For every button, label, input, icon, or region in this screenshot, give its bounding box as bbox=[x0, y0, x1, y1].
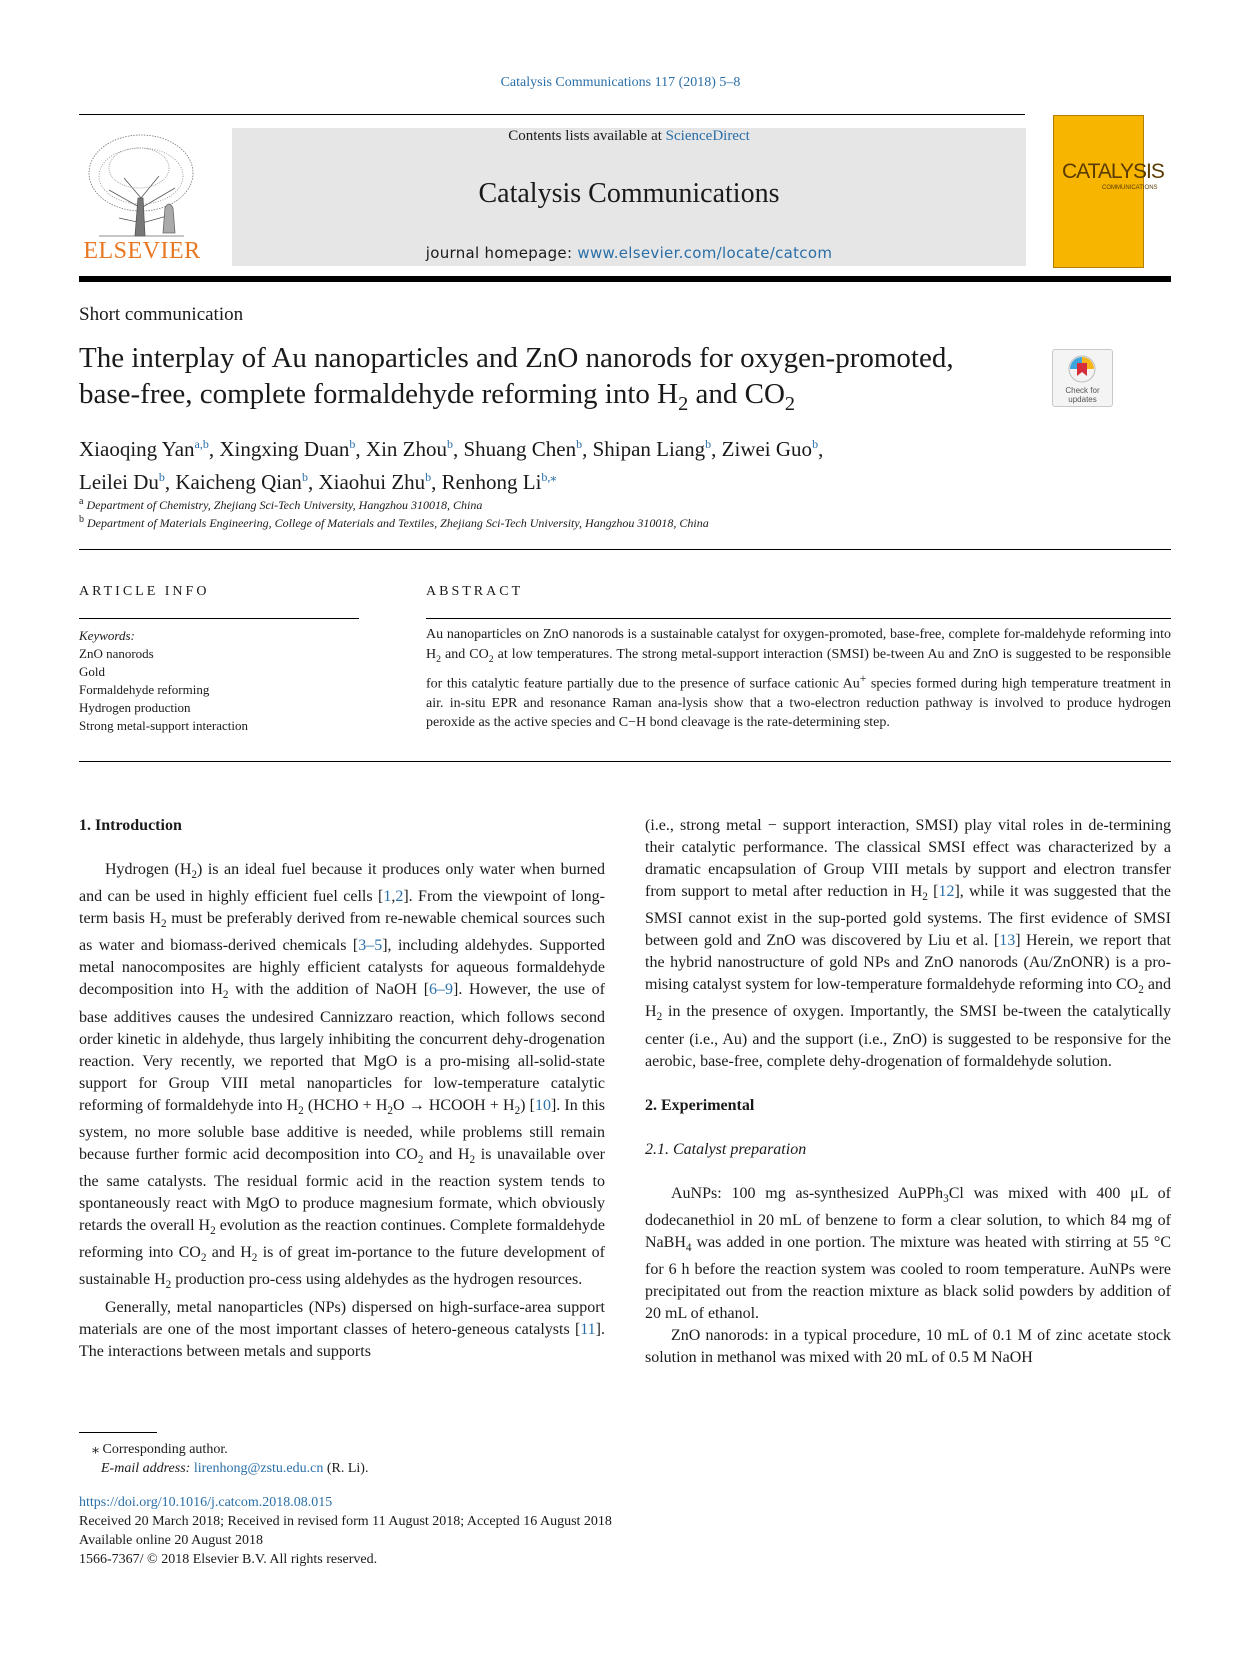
elsevier-wordmark: ELSEVIER bbox=[83, 238, 201, 264]
paragraph: Hydrogen $(H_2)$ is an ideal fuel because it produces only water when burned and can be used in highly efficient fuel cells [1,2]. From the viewpoint of long-term basis $H_2$ must be preferably derived from re-newable chemical sources such as water and biomass-derived chemicals [3–5], including aldehydes. Supported metal nanocomposites are highly efficient catalysts for aqueous formaldehyde decomposition into $H_2$ with the addition of NaOH [6–9]. However, the use of base additives causes the undesired Cannizzaro reaction, which follows second order kinetic in aldehyde, thus largely inhibiting the concurrent dehy-drogenation reaction. Very recently, we reported that MgO is a pro-mising all-solid-state support for Group VIII metal nanoparticles for low-temperature catalytic reforming of formaldehyde into $H_2$ (HCHO + $H_2O$ → HCOOH + $H_2$) [10]. In this system, no more soluble base additive is needed, while problems still remain because further formic acid decomposition into $CO_2$ and $H_2$ is unavailable over the same catalysts. The residual formic acid in the reaction system tends to spontaneously react with MgO to produce magnesium formate, which obviously retards the overall $H_2$ evolution as the reaction continues. Complete formaldehyde reforming into $CO_2$ and $H_2$ is of great im-portance to the future development of sustainable $H_2$ production pro-cess using aldehydes as the hydrogen resources. bbox=[79, 861, 606, 1292]
left-column bbox=[79, 815, 605, 1363]
journal-masthead bbox=[232, 128, 1026, 266]
sciencedirect-link[interactable]: ScienceDirect bbox=[665, 128, 750, 144]
citation[interactable]: 11 bbox=[580, 1320, 596, 1338]
author: Xin Zhou bbox=[365, 437, 447, 461]
author: Xiaoqing Yan bbox=[79, 437, 195, 461]
section-heading-introduction: 1. Introduction bbox=[79, 817, 182, 834]
cover-title: CATALYSIS bbox=[1062, 160, 1164, 183]
journal-title: Catalysis Communications bbox=[478, 178, 780, 209]
citation[interactable]: 1 bbox=[383, 888, 392, 906]
header-thick-rule bbox=[79, 276, 1171, 282]
received-dates: Received 20 March 2018; Received in revised form 11 August 2018; Accepted 16 August 2018 bbox=[79, 1514, 612, 1529]
article-type: Short communication bbox=[79, 304, 244, 325]
contents-line: Contents lists available at ScienceDirect bbox=[508, 128, 750, 144]
author: Renhong Li bbox=[441, 470, 542, 494]
keyword: Strong metal-support interaction bbox=[79, 718, 248, 733]
cover-subtitle: COMMUNICATIONS bbox=[1102, 185, 1158, 191]
abstract-text: Au nanoparticles on ZnO nanorods is a sustainable catalyst for oxygen-promoted, base-free, complete for-maldehyde reforming into $H_2$ and $CO_2$ at low temperatures. The strong metal-support interaction (SMSI) be-tween Au and ZnO is suggested to be responsible for this catalytic feature partially due to the presence of surface cationic Au+ species formed during high temperature treatment in air. in-situ EPR and resonance Raman ana-lysis show that a two-electron reduction pathway is involved to produce hydrogen peroxide as the active species and C−H bond cleavage is the rate-determining step. bbox=[426, 627, 1171, 731]
author: Kaicheng Qian bbox=[175, 470, 302, 494]
online-date: Available online 20 August 2018 bbox=[79, 1533, 264, 1548]
citation[interactable]: 10 bbox=[534, 1096, 551, 1114]
keyword: Formaldehyde reforming bbox=[79, 682, 210, 697]
author-list bbox=[79, 430, 1139, 496]
abstract-heading: ABSTRACT bbox=[426, 584, 524, 599]
email-link[interactable]: lirenhong@zstu.edu.cn bbox=[193, 1461, 324, 1476]
divider bbox=[79, 761, 1171, 762]
authors-line-1: Xiaoqing Yan$^{a,b}$, Xingxing Duan$^b$, Xin Zhou$^b$, Shuang Chen$^b$, Shipan Liang$^b$, Ziwei Guo$^b$, bbox=[79, 437, 824, 461]
affiliation-a: $^a$ Department of Chemistry, Zhejiang Sci-Tech University, Hangzhou 310018, China bbox=[79, 496, 483, 512]
author: Xiaohui Zhu bbox=[318, 470, 426, 494]
corresponding-author-note: ⁎ Corresponding author. bbox=[92, 1442, 228, 1457]
author: Shipan Liang bbox=[592, 437, 706, 461]
citation[interactable]: 13 bbox=[999, 932, 1016, 950]
author: Shuang Chen bbox=[463, 437, 577, 461]
citation[interactable]: 12 bbox=[938, 883, 955, 900]
divider bbox=[79, 618, 359, 619]
copyright: 1566-7367/ © 2018 Elsevier B.V. All rights reserved. bbox=[79, 1552, 378, 1567]
authors-line-2: Leilei Du$^b$, Kaicheng Qian$^b$, Xiaohui Zhu$^b$, Renhong $Li^{b,⁎}$ bbox=[79, 470, 557, 494]
top-rule bbox=[79, 114, 1025, 115]
section-heading-experimental: 2. Experimental bbox=[645, 1096, 755, 1114]
keyword: Hydrogen production bbox=[79, 700, 191, 715]
divider bbox=[426, 618, 1171, 619]
paragraph: AuNPs: 100 mg as-synthesized AuPPh$_3$Cl was mixed with 400 μL of dodecanethiol in 20 mL of benzene to form a clear solution, to which 84 mg of NaBH$_4$ was added in one portion. The mixture was heated with stirring at 55 °C for 6 h before the reaction system was cooled to room temperature. AuNPs were precipitated out from the reaction mixture as black solid powders by addition of 20 mL of ethanol. bbox=[645, 1184, 1171, 1322]
keywords-list bbox=[79, 627, 248, 735]
divider bbox=[79, 549, 1171, 550]
footnote-rule bbox=[79, 1432, 157, 1433]
article-info-heading: ARTICLE INFO bbox=[79, 584, 210, 599]
journal-reference[interactable]: Catalysis Communications 117 (2018) 5–8 bbox=[500, 75, 741, 90]
citation[interactable]: 6–9 bbox=[429, 981, 454, 999]
homepage-link[interactable]: www.elsevier.com/locate/catcom bbox=[577, 244, 833, 262]
author: Leilei Du bbox=[79, 470, 159, 494]
paragraph: Generally, metal nanoparticles (NPs) dispersed on high-surface-area support materials are one of the most important classes of hetero-geneous catalysts [11]. The interactions between metals and supports bbox=[79, 1298, 605, 1360]
citation[interactable]: 2 bbox=[395, 888, 404, 906]
keyword: Gold bbox=[79, 664, 105, 679]
right-column bbox=[645, 815, 1171, 1369]
homepage-line: journal homepage: www.elsevier.com/locate/catcom bbox=[425, 244, 833, 262]
author: Xingxing Duan bbox=[219, 437, 350, 461]
doi-link[interactable]: https://doi.org/10.1016/j.catcom.2018.08.015 bbox=[79, 1495, 333, 1510]
affiliation-b: $^b$ Department of Materials Engineering, College of Materials and Textiles, Zhejiang Sci-Tech University, Hangzhou 310018, China bbox=[79, 514, 709, 530]
crossmark-button[interactable] bbox=[1052, 349, 1113, 407]
crossmark-icon bbox=[1067, 354, 1097, 384]
subsection-heading: 2.1. Catalyst preparation bbox=[645, 1140, 807, 1158]
crossmark-label: Check for updates bbox=[1065, 386, 1100, 404]
author: Ziwei Guo bbox=[721, 437, 813, 461]
article-title: The interplay of Au nanoparticles and ZnO nanorods for oxygen-promoted, base-free, complete formaldehyde reforming into $H_2$ and $CO_2$ bbox=[79, 342, 954, 415]
journal-cover-image[interactable] bbox=[1053, 115, 1164, 268]
email-line: E-mail address: lirenhong@zstu.edu.cn (R. Li). bbox=[101, 1461, 369, 1476]
citation[interactable]: 3–5 bbox=[358, 937, 383, 955]
paragraph: ZnO nanorods: in a typical procedure, 10 mL of 0.1 M of zinc acetate stock solution in methanol was mixed with 20 mL of 0.5 M NaOH bbox=[645, 1326, 1171, 1366]
keywords-label: Keywords: bbox=[79, 628, 135, 643]
paragraph: (i.e., strong metal − support interaction, SMSI) play vital roles in de-termining their catalytic performance. The classical SMSI effect was characterized by a dramatic encapsulation of Group VIII metals by support and electron transfer from support to metal after reduction in $H_2$ [12], while it was suggested that the SMSI cannot exist in the sup-ported gold systems. The first evidence of SMSI between gold and ZnO was discovered by Liu et al. [13] Herein, we report that the hybrid nanostructure of gold NPs and ZnO nanorods (Au/ZnONR) is a pro-mising catalyst system for low-temperature formaldehyde reforming into $CO_2$ and $H_2$ in the presence of oxygen. Importantly, the SMSI be-tween the catalytically center (i.e., Au) and the support (i.e., ZnO) is suggested to be responsive for the aerobic, base-free, complete dehy-drogenation of formaldehyde solution. bbox=[645, 817, 1172, 1070]
keyword: ZnO nanorods bbox=[79, 646, 154, 661]
